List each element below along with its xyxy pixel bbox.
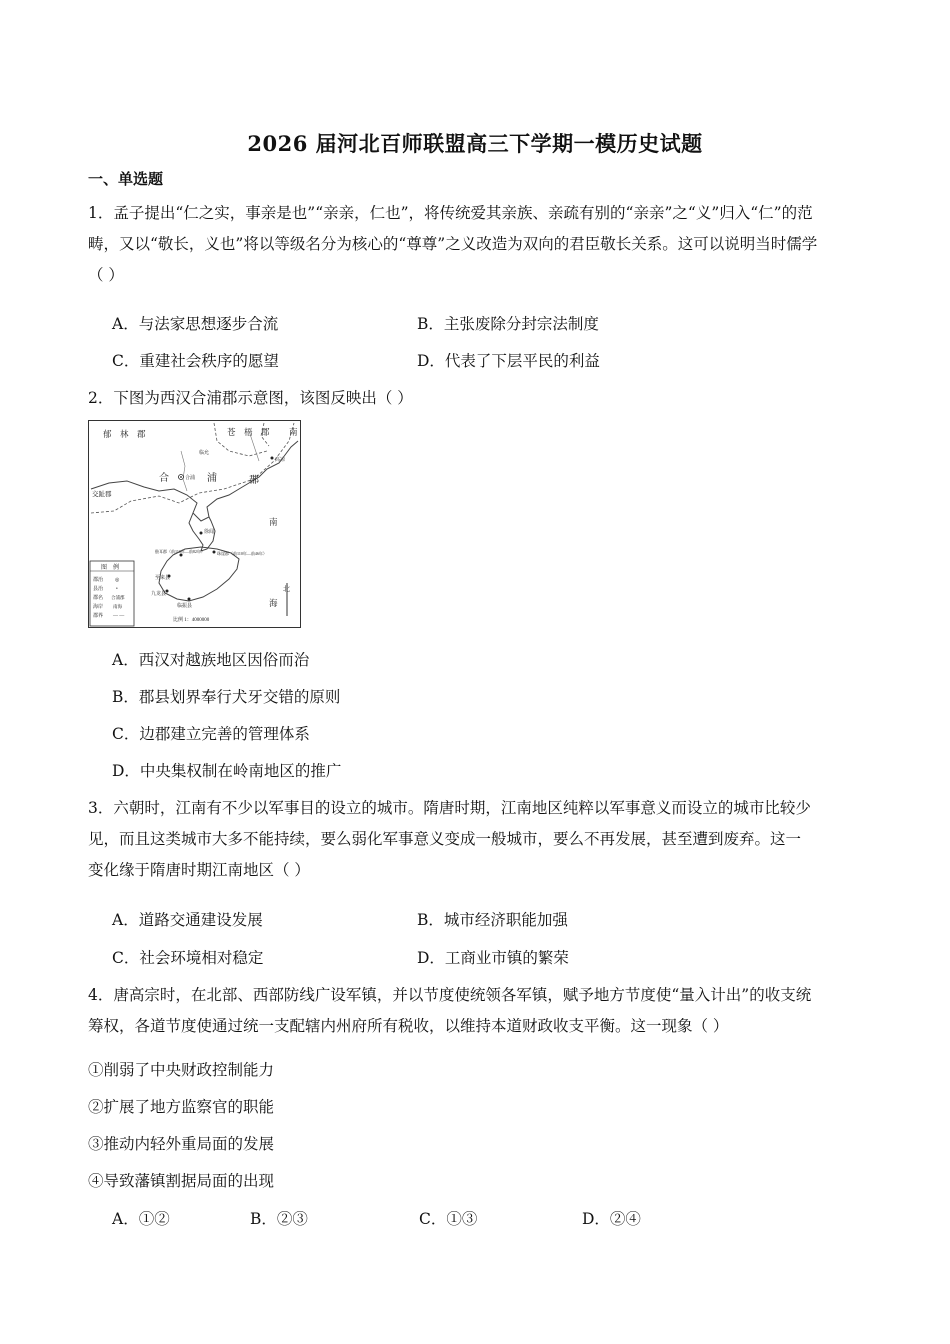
legend-sample: 南海 <box>113 604 122 609</box>
page-title: 2026 届河北百师联盟高三下学期一模历史试题 <box>247 131 703 156</box>
legend-item: 郡名 <box>93 596 104 601</box>
legend-sample: 合浦郡 <box>111 595 125 600</box>
map-label-hai: 海 <box>269 598 278 608</box>
map-label-north: 北 <box>283 585 290 593</box>
legend-item: 郡界 <box>93 614 104 619</box>
map-label-jun: 郡 <box>249 475 259 486</box>
map-label-yulin: 郁 林 郡 <box>103 429 146 439</box>
question-3-line: 见，而且这类城市大多不能持续，要么弱化军事意义变成一般城市，要么不再发展，甚至遭到废弃。这一 <box>88 830 802 848</box>
q4-statement: ②扩展了地方监察官的职能 <box>88 1098 275 1116</box>
map-label-xuwen: 徐闻 <box>204 530 215 535</box>
q4-option-b[interactable]: B．②③ <box>250 1210 308 1228</box>
q2-option-a[interactable]: A．西汉对越族地区因俗而治 <box>112 651 310 669</box>
map-label-linzhen: 临振县 <box>177 604 193 609</box>
legend-sample: — — <box>113 614 125 619</box>
q2-option-d[interactable]: D．中央集权制在岭南地区的推广 <box>112 762 342 780</box>
city-marker <box>213 551 216 554</box>
q4-option-c[interactable]: C．①③ <box>419 1210 478 1228</box>
q4-option-d[interactable]: D．②④ <box>582 1210 641 1228</box>
city-marker <box>271 457 274 460</box>
question-3 <box>88 793 866 886</box>
legend-title: 图 例 <box>101 565 120 571</box>
map-label-jiulong: 九龙县 <box>151 592 167 597</box>
q2-option-c[interactable]: C．边郡建立完善的管理体系 <box>112 725 310 743</box>
q2-option-b[interactable]: B．郡县划界奉行犬牙交错的原则 <box>112 688 341 706</box>
q1-option-a[interactable]: A．与法家思想逐步合流 <box>112 315 279 333</box>
map-label-jiaozhi: 交趾郡 <box>92 491 112 498</box>
hepu-map-figure <box>88 420 301 628</box>
map-label-corner: 南 <box>289 427 298 437</box>
map-label-zhuya: 珠崖郡（前110年—前46年） <box>217 551 267 556</box>
legend-sample: • <box>116 587 118 592</box>
question-4-line: 筹权，各道节度使通过统一支配辖内州府所有税收，以维持本道财政收支平衡。这一现象（ ） <box>88 1017 729 1035</box>
q3-option-d[interactable]: D．工商业市镇的繁荣 <box>417 949 569 967</box>
map-label-pu: 浦 <box>207 473 217 484</box>
map-scale: 比例 1：4000000 <box>173 618 210 623</box>
map-label-daner: 儋耳郡（前110年—前82年） <box>155 549 205 554</box>
legend-item: 县治 <box>93 587 104 592</box>
section-heading: 一、单选题 <box>88 170 164 188</box>
question-1 <box>88 198 866 291</box>
map-label-hepu-city: 合浦 <box>185 476 196 481</box>
q1-option-c[interactable]: C．重建社会秩序的愿望 <box>112 352 279 370</box>
river <box>181 451 187 491</box>
q3-option-a[interactable]: A．道路交通建设发展 <box>112 911 263 929</box>
q4-statement: ③推动内轻外重局面的发展 <box>88 1135 275 1153</box>
question-1-line: 畴，又以“敬长，义也”将以等级名分为核心的“尊尊”之义改造为双向的君臣敬长关系。这可以说明当时儒学 <box>88 235 818 253</box>
question-3-line: 变化缘于隋唐时期江南地区（ ） <box>88 861 310 879</box>
question-2-stem: 2．下图为西汉合浦郡示意图，该图反映出（ ） <box>88 389 413 407</box>
map-label-zhilai: 至来县 <box>155 576 171 581</box>
legend-sample: ◎ <box>115 578 120 583</box>
q4-statement: ①削弱了中央财政控制能力 <box>88 1061 275 1079</box>
legend-item: 郡治 <box>93 578 104 583</box>
question-4 <box>88 980 866 1042</box>
question-1-line: （ ） <box>88 266 124 284</box>
map-label-he: 合 <box>159 473 169 484</box>
city-marker <box>200 532 203 535</box>
q4-option-a[interactable]: A．①② <box>112 1210 170 1228</box>
map-label-nan: 南 <box>269 517 278 527</box>
coastline <box>91 441 298 521</box>
legend-item: 海岸 <box>93 605 104 610</box>
q1-option-b[interactable]: B．主张废除分封宗法制度 <box>417 315 599 333</box>
map-label-cangwu: 苍 梧 郡 <box>227 427 270 437</box>
hepu-map <box>89 421 300 627</box>
question-1-line: 1．孟子提出“仁之实，事亲是也”“亲亲，仁也”，将传统爱其亲族、亲疏有别的“亲亲”之“义”归入“仁”的范 <box>88 204 813 222</box>
map-label-linyun: 临允 <box>199 451 210 456</box>
map-label-gaoliang: 高凉 <box>275 458 286 463</box>
q4-statement: ④导致藩镇割据局面的出现 <box>88 1172 275 1190</box>
question-3-line: 3．六朝时，江南有不少以军事目的设立的城市。隋唐时期，江南地区纯粹以军事意义而设立的城市比较少 <box>88 799 811 817</box>
question-4-line: 4．唐高宗时，在北部、西部防线广设军镇，并以节度使统领各军镇，赋予地方节度使“量入计出”的收支统 <box>88 986 812 1004</box>
q1-option-d[interactable]: D．代表了下层平民的利益 <box>417 352 600 370</box>
q3-option-b[interactable]: B．城市经济职能加强 <box>417 911 568 929</box>
city-marker <box>188 598 191 601</box>
q3-option-c[interactable]: C．社会环境相对稳定 <box>112 949 264 967</box>
